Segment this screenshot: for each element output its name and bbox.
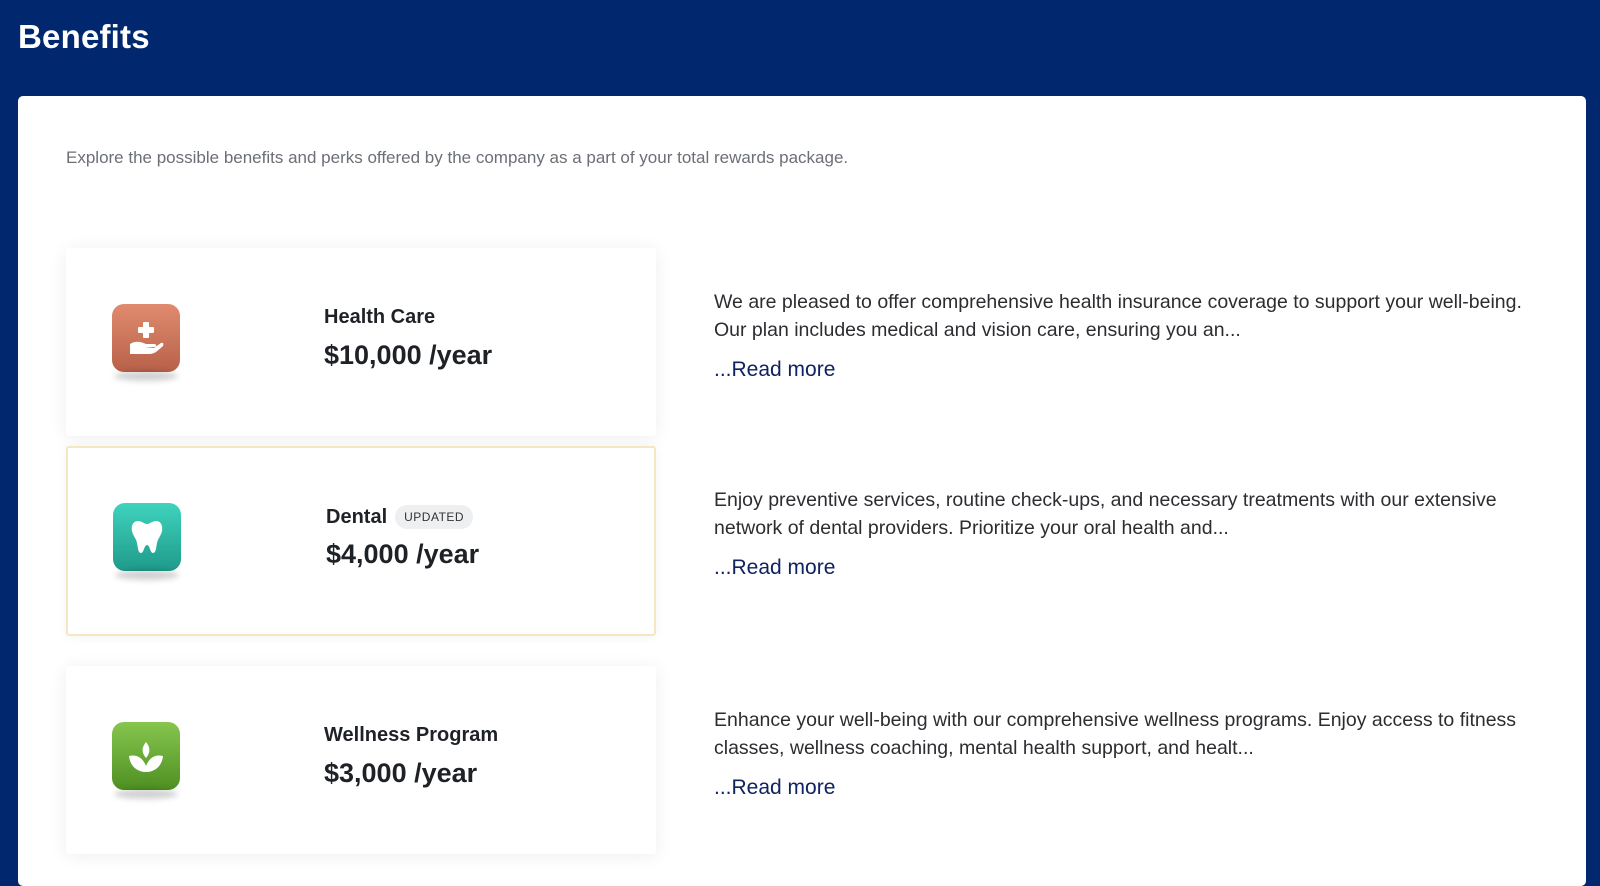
page-header [0,0,1600,96]
lotus-icon [125,736,167,776]
benefit-row-health-care [66,248,1566,438]
benefit-amount: $4,000 /year [326,539,480,569]
health-care-icon [112,304,180,372]
benefits-panel [18,96,1586,886]
benefit-name [326,505,473,529]
benefit-row-dental [66,446,1566,636]
benefit-name [324,306,435,329]
benefit-name-label: Health Care [324,306,436,328]
benefit-card-health-care[interactable] [66,248,656,436]
page-title: Benefits [18,18,150,55]
read-more-link[interactable]: ...Read more [714,776,836,799]
benefit-name [324,724,498,747]
hand-plus-icon [126,318,166,358]
benefit-description: We are pleased to offer comprehensive health insurance coverage to support your well-being. Our plan includes medical and vision care, ensuring you an... [714,291,1522,341]
benefit-card-dental[interactable] [66,446,656,636]
benefit-description: Enhance your well-being with our comprehensive wellness programs. Enjoy access to fitness classes, wellness coaching, mental health support, and healt... [714,709,1517,759]
benefit-row-wellness [66,666,1566,856]
intro-text: Explore the possible benefits and perks offered by the company as a part of your total rewards package. [66,148,849,167]
dental-icon [113,503,181,571]
benefit-amount: $10,000 /year [324,340,493,370]
read-more-link[interactable]: ...Read more [714,358,836,381]
benefit-name-label: Wellness Program [324,724,499,746]
benefit-card-wellness[interactable] [66,666,656,854]
updated-badge: UPDATED [395,505,473,529]
read-more-link[interactable]: ...Read more [714,556,836,579]
benefit-amount: $3,000 /year [324,758,478,788]
tooth-icon [129,517,165,557]
wellness-icon [112,722,180,790]
benefit-name-label: Dental [326,505,388,528]
benefit-description: Enjoy preventive services, routine check-ups, and necessary treatments with our extensive network of dental providers. Prioritize your oral health and... [714,489,1497,539]
